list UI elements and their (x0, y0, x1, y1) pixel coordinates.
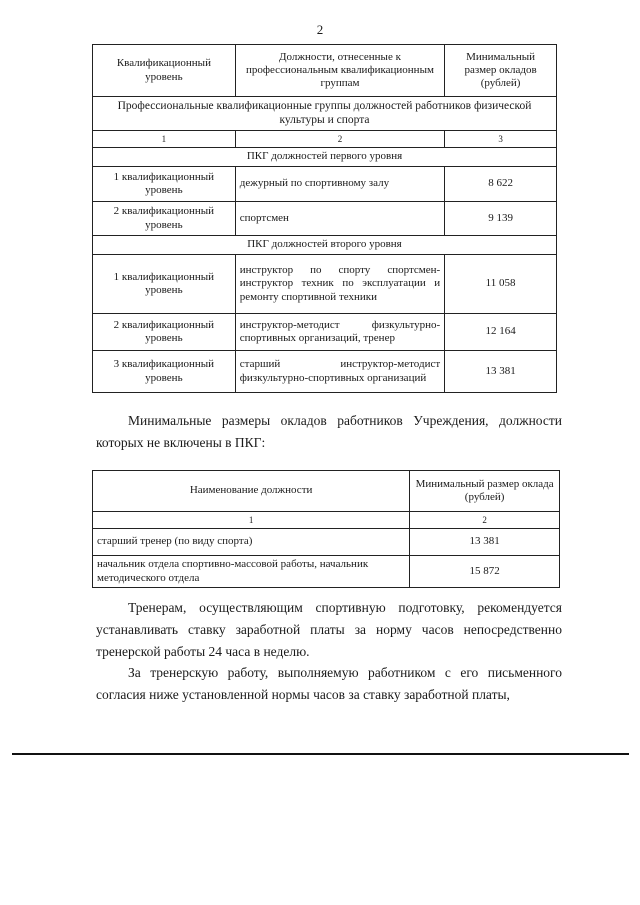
pkg2-title: ПКГ должностей второго уровня (93, 236, 557, 255)
table-header-row (93, 471, 560, 512)
column-numbers-row (93, 512, 560, 529)
salary-cell: 8 622 (445, 167, 557, 202)
salary-cell: 13 381 (410, 529, 560, 556)
col-number: 1 (93, 131, 236, 148)
table-row (93, 556, 560, 588)
table-row (93, 255, 557, 314)
col-number: 2 (410, 512, 560, 529)
table-row (93, 202, 557, 236)
page-number: 2 (316, 22, 324, 37)
header-position: Должности, отнесенные к профессиональным квалификационным группам (235, 45, 444, 97)
level-cell: 1 квалификационный уровень (93, 167, 236, 202)
col-number: 3 (445, 131, 557, 148)
level-cell: 2 квалификационный уровень (93, 202, 236, 236)
table-row (93, 167, 557, 202)
table-row (93, 529, 560, 556)
position-cell: старший инструктор-методист физкультурно-спортивных организаций (235, 351, 444, 393)
position-cell: спортсмен (235, 202, 444, 236)
paragraph-non-pkg: Минимальные размеры окладов работников Учреждения, должности которых не включены в ПКГ: (96, 413, 562, 450)
salary-cell: 13 381 (445, 351, 557, 393)
pkg2-title-row (93, 236, 557, 255)
header-salary: Минимальный размер окладов (рублей) (445, 45, 557, 97)
position-cell: старший тренер (по виду спорта) (93, 529, 410, 556)
position-cell: инструктор по спорту спортсмен-инструктор техник по эксплуатации и ремонту спортивной техники (235, 255, 444, 314)
salary-table-other (92, 470, 560, 588)
salary-cell: 15 872 (410, 556, 560, 588)
salary-table-pkg (92, 44, 557, 393)
level-cell: 1 квалификационный уровень (93, 255, 236, 314)
page-divider (12, 753, 629, 755)
position-cell: дежурный по спортивному залу (235, 167, 444, 202)
level-cell: 3 квалификационный уровень (93, 351, 236, 393)
salary-cell: 9 139 (445, 202, 557, 236)
pkg1-title: ПКГ должностей первого уровня (93, 148, 557, 167)
table-row (93, 351, 557, 393)
position-cell: инструктор-методист физкультурно-спортивных организаций, тренер (235, 314, 444, 351)
paragraph-trainers: Тренерам, осуществляющим спортивную подготовку, рекомендуется устанавливать ставку заработной платы за норму часов непосредственно тренерской работы 24 часа в неделю. (96, 600, 562, 659)
table-row (93, 314, 557, 351)
col-number: 1 (93, 512, 410, 529)
salary-cell: 12 164 (445, 314, 557, 351)
group-title: Профессиональные квалификационные группы должностей работников физической культуры и спорта (93, 97, 557, 131)
salary-cell: 11 058 (445, 255, 557, 314)
pkg1-title-row (93, 148, 557, 167)
header-position-name: Наименование должности (93, 471, 410, 512)
position-cell: начальник отдела спортивно-массовой работы, начальник методического отдела (93, 556, 410, 588)
col-number: 2 (235, 131, 444, 148)
table-header-row (93, 45, 557, 97)
paragraph-trainer-work: За тренерскую работу, выполняемую работником с его письменного согласия ниже установленной нормы часов за ставку заработной платы, (96, 665, 562, 702)
level-cell: 2 квалификационный уровень (93, 314, 236, 351)
header-level: Квалификационный уровень (93, 45, 236, 97)
header-salary: Минимальный размер оклада (рублей) (410, 471, 560, 512)
group-title-row (93, 97, 557, 131)
column-numbers-row (93, 131, 557, 148)
